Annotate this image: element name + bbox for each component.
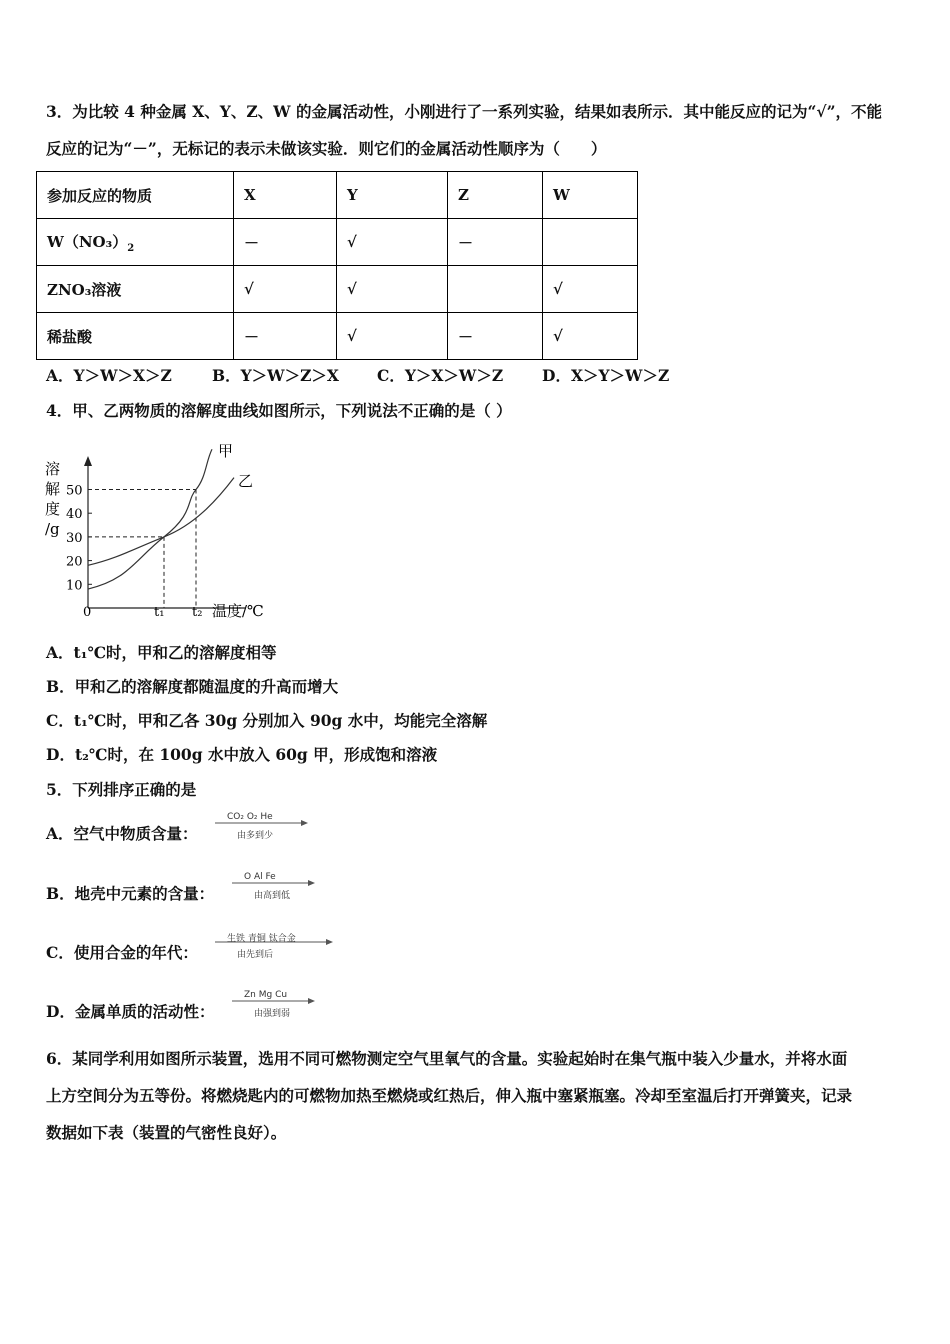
table-cell-label xyxy=(37,219,234,266)
q6-stem-line2: 上方空间分为五等份。将燃烧匙内的可燃物加热至燃烧或红热后，伸入瓶中塞紧瓶塞。冷却至室温后打开弹簧夹，记录 xyxy=(46,1086,853,1105)
table-cell: － xyxy=(234,313,337,360)
arrow-icon xyxy=(232,878,322,888)
table-cell: √ xyxy=(234,266,337,313)
q3-option-d: D．X＞Y＞W＞Z xyxy=(542,366,670,385)
table-cell: √ xyxy=(337,266,448,313)
q6-stem-line1: 6．某同学利用如图所示装置，选用不同可燃物测定空气里氧气的含量。实验起始时在集气瓶中装入少量水，并将水面 xyxy=(46,1049,848,1068)
q4-option-d: D．t₂℃时，在 100g 水中放入 60g 甲，形成饱和溶液 xyxy=(46,745,438,764)
y-tick-label: 40 xyxy=(66,507,83,523)
y-axis-arrow xyxy=(84,456,92,466)
table-cell: － xyxy=(448,219,543,266)
table-header-row xyxy=(37,172,638,219)
q3-stem-line1: 3．为比较 4 种金属 X、Y、Z、W 的金属活动性，小刚进行了一系列实验，结果如表所示．其中能反应的记为“√”，不能 xyxy=(46,102,882,121)
table-cell: √ xyxy=(337,219,448,266)
y-label-char: 解 xyxy=(45,480,61,498)
table-row xyxy=(37,266,638,313)
q5-option-c-arrow xyxy=(215,931,340,961)
table-cell: √ xyxy=(543,266,638,313)
arrow-bottom-text: 由先到后 xyxy=(237,950,274,960)
table-cell-label: ZNO₃溶液 xyxy=(37,266,234,313)
q4-option-a: A．t₁℃时，甲和乙的溶解度相等 xyxy=(46,643,277,662)
table-row xyxy=(37,313,638,360)
table-cell xyxy=(448,266,543,313)
series-label-jia: 甲 xyxy=(218,442,234,460)
q5-stem: 5．下列排序正确的是 xyxy=(46,780,197,799)
y-tick-label: 20 xyxy=(66,554,83,570)
arrow-icon xyxy=(215,937,337,947)
x-tick-label: 0 xyxy=(83,605,92,620)
table-cell: － xyxy=(234,219,337,266)
y-label-char: 度 xyxy=(45,500,61,518)
y-tick-label: 50 xyxy=(66,483,83,499)
arrow-top-text: CO₂ O₂ He xyxy=(227,812,273,822)
q6-stem-line3: 数据如下表（装置的气密性良好）。 xyxy=(46,1123,287,1142)
arrow-icon xyxy=(232,996,322,1006)
arrow-bottom-text: 由多到少 xyxy=(237,831,274,841)
q3-option-a: A．Y＞W＞X＞Z xyxy=(46,366,172,385)
x-axis-label: 温度/℃ xyxy=(212,602,264,620)
arrow-icon xyxy=(215,818,310,828)
curve-jia xyxy=(88,449,212,589)
table-header-cell: W xyxy=(543,172,638,219)
x-tick-label: t₁ xyxy=(154,605,165,620)
table-cell-label: 稀盐酸 xyxy=(37,313,234,360)
arrow-bottom-text: 由高到低 xyxy=(254,891,291,901)
q3-table xyxy=(36,171,638,360)
q4-option-c: C．t₁℃时，甲和乙各 30g 分别加入 90g 水中，均能完全溶解 xyxy=(46,711,488,730)
q3-option-c: C．Y＞X＞W＞Z xyxy=(377,366,504,385)
y-label-char: 溶 xyxy=(45,460,61,478)
q4-option-b: B．甲和乙的溶解度都随温度的升高而增大 xyxy=(46,677,339,696)
table-cell: － xyxy=(448,313,543,360)
row-label: W（NO₃） xyxy=(47,232,128,251)
table-header-cell: X xyxy=(234,172,337,219)
table-row xyxy=(37,219,638,266)
row-label-sub: 2 xyxy=(127,242,135,254)
curve-yi xyxy=(88,478,234,566)
table-header-cell: 参加反应的物质 xyxy=(37,172,234,219)
q5-option-b-arrow xyxy=(232,872,322,902)
arrow-top-text: O Al Fe xyxy=(244,872,276,882)
series-label-yi: 乙 xyxy=(238,472,254,490)
q5-option-d-arrow xyxy=(232,990,322,1020)
q5-option-d-label: D．金属单质的活动性： xyxy=(46,1002,215,1021)
table-cell: √ xyxy=(337,313,448,360)
arrow-top-text: Zn Mg Cu xyxy=(244,990,288,1000)
table-cell: √ xyxy=(543,313,638,360)
q3-stem-line2: 反应的记为“－”，无标记的表示未做该实验．则它们的金属活动性顺序为（ ） xyxy=(46,139,607,158)
q5-option-a-label: A．空气中物质含量： xyxy=(46,824,198,843)
table-cell xyxy=(543,219,638,266)
table-header-cell: Z xyxy=(448,172,543,219)
table-header-cell: Y xyxy=(337,172,448,219)
y-tick-label: 30 xyxy=(66,530,83,546)
x-tick-label: t₂ xyxy=(192,605,203,620)
q5-option-c-label: C．使用合金的年代： xyxy=(46,943,198,962)
solubility-chart xyxy=(40,438,280,628)
arrow-bottom-text: 由强到弱 xyxy=(254,1009,291,1019)
y-label-char: /g xyxy=(45,520,60,538)
q5-option-a-arrow xyxy=(215,812,315,842)
arrow-top-text: 生铁 青铜 钛合金 xyxy=(227,934,296,944)
q3-option-b: B．Y＞W＞Z＞X xyxy=(212,366,339,385)
q5-option-b-label: B．地壳中元素的含量： xyxy=(46,884,215,903)
y-tick-label: 10 xyxy=(66,578,83,594)
q4-stem: 4．甲、乙两物质的溶解度曲线如图所示，下列说法不正确的是（ ） xyxy=(46,401,512,420)
